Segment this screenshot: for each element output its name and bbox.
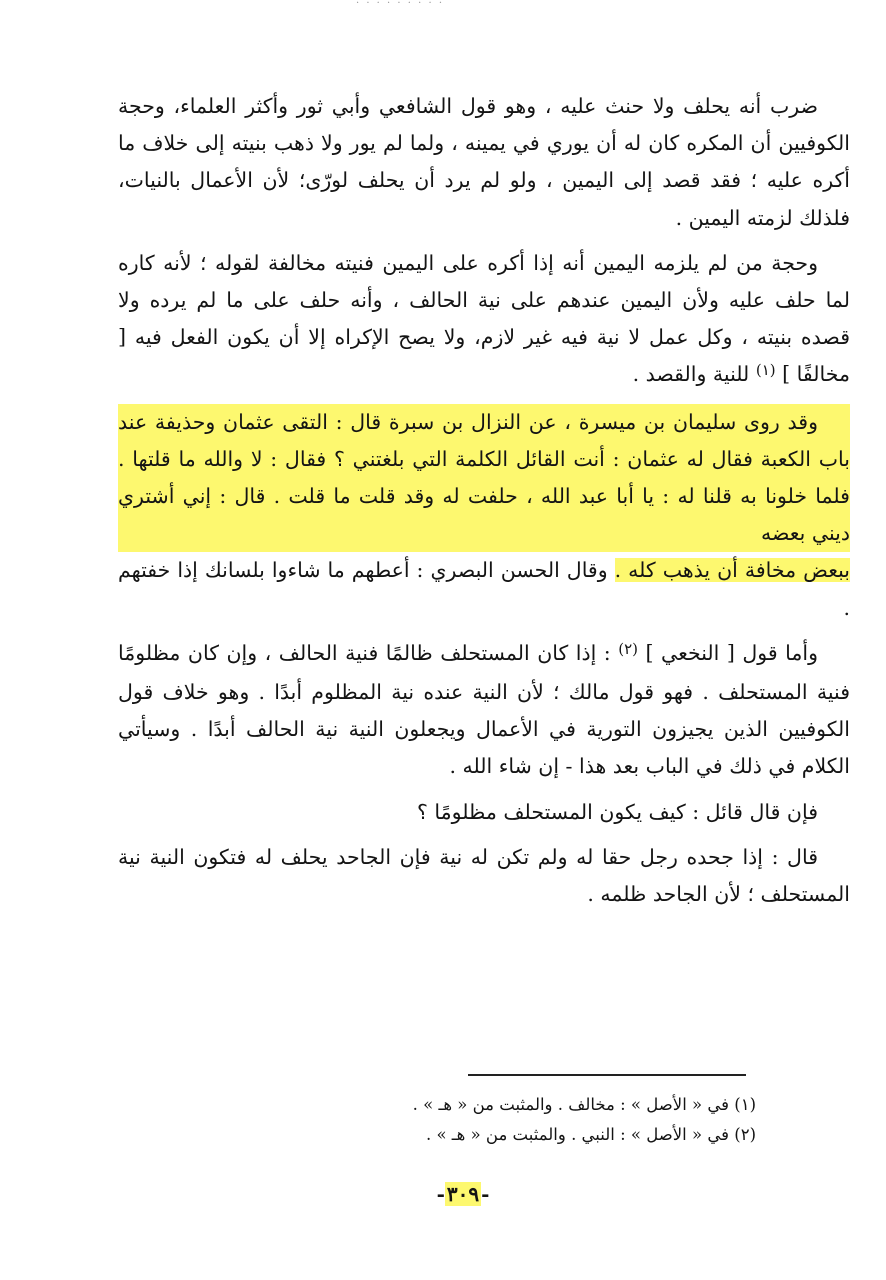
- paragraph-4-text: : إذا كان المستحلف ظالمًا فنية الحالف ، وإن كان مظلومًا فنية المستحلف . فهو قول مالك ؛ لأن النية عنده نية المظلوم أبدًا . وهو خلاف قول الكوفيين الذين يجيزون التورية في الأعمال ويجعلون النية نية الحالف أبدًا . وسيأتي الكلام في ذلك في الباب بعد هذا - إن شاء الله .: [118, 640, 850, 779]
- paragraph-1: ضرب أنه يحلف ولا حنث عليه ، وهو قول الشافعي وأبي ثور وأكثر العلماء، وحجة الكوفيين أن المكره كان له أن يوري في يمينه ، ولما لم يور ولا ذهب بنيته إلى خلاف ما أكره عليه ؛ فقد قصد إلى اليمين ، ولو لم يرد أن يحلف لورّى؛ لأن الأعمال بالنيات، فلذلك لزمته اليمين .: [118, 94, 850, 230]
- paragraph-3: [118, 404, 850, 627]
- highlighted-passage: وقد روى سليمان بن ميسرة ، عن النزال بن سبرة قال : التقى عثمان وحذيفة عند باب الكعبة فقال له عثمان : أنت القائل الكلمة التي بلغتني ؟ فقال : لا والله ما قلتها . فلما خلونا به قلنا له : يا أبا عبد الله ، حلفت له وقد قلت ما قلت . قال : إني أشتري ديني بعضه: [118, 404, 850, 553]
- footnote-2: (٢) في « الأصل » : النبي . والمثبت من « هـ » .: [425, 1125, 756, 1144]
- hasan-basri-quote: وقال الحسن البصري : أعطهم ما شاءوا بلسانك إذا خفتهم .: [118, 558, 850, 620]
- footnote-1: (١) في « الأصل » : مخالف . والمثبت من « هـ » .: [412, 1095, 756, 1114]
- paragraph-6: قال : إذا جحده رجل حقا له ولم تكن له نية فإن الجاحد يحلف له فتكون النية نية المستحلف ؛ لأن الجاحد ظلمه .: [118, 844, 850, 907]
- paragraph-4-start: وأما قول [ النخعي ]: [645, 640, 818, 665]
- paragraph-2-end: للنية والقصد .: [632, 362, 750, 387]
- highlighted-passage-tail: ببعض مخافة أن يذهب كله .: [614, 558, 850, 583]
- page-number-dash-left: -: [436, 1182, 445, 1206]
- footnote-ref-2[interactable]: (٢): [618, 639, 639, 658]
- main-text: [118, 88, 850, 913]
- page-number-dash-right: -: [481, 1182, 490, 1206]
- paragraph-2: [118, 245, 850, 396]
- paragraph-5: فإن قال قائل : كيف يكون المستحلف مظلومًا ؟: [417, 799, 818, 824]
- footnote-divider: [468, 1074, 746, 1076]
- page-number: [418, 1178, 508, 1210]
- paragraph-4: [118, 635, 850, 786]
- paragraph-2-text: وحجة من لم يلزمه اليمين أنه إذا أكره على اليمين فنيته مخالفة لقوله ؛ لأنه كاره لما حلف عليه ولأن اليمين عندهم على نية الحالف ، وأنه حلف على ما لم يرده ولا قصده بنيته ، وكل عمل لا نية فيه غير لازم، ولا يصح الإكراه إلا أن يكون الفعل فيه [ مخالفًا ]: [118, 250, 850, 387]
- running-header-trace: · · · · · · · · ·: [355, 0, 445, 8]
- footnotes: [200, 1090, 756, 1150]
- page-number-value: ٣٠٩: [446, 1182, 480, 1206]
- footnote-ref-1[interactable]: (١): [755, 361, 776, 380]
